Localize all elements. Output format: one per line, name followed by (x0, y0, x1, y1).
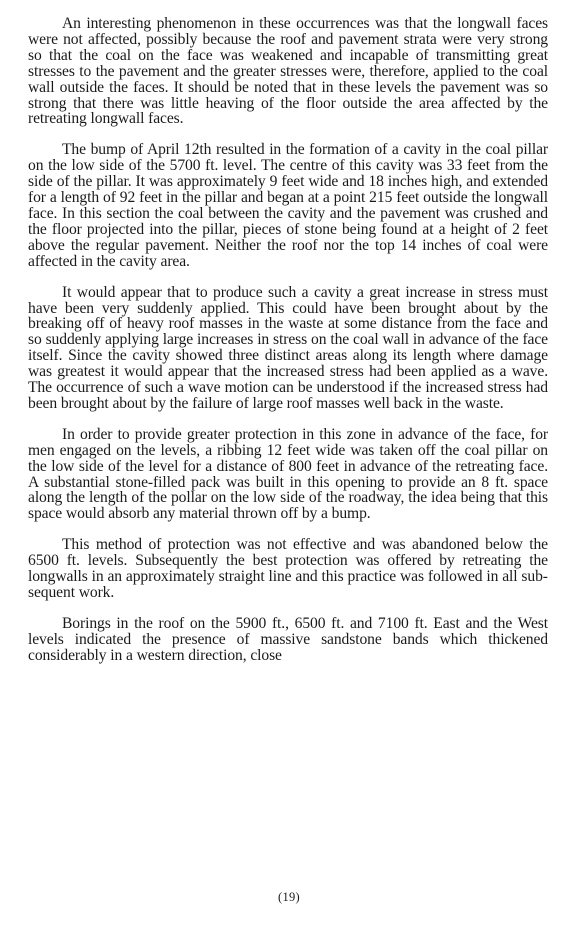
paragraph-2: The bump of April 12th resulted in the formation of a cavity in the coal pillar on the low side of the 5700 ft. level. The centre of this cavity was 33 feet from the side of the pillar. It was approximately 9 feet wide and 18 inches high, and extended for a length of 92 feet in the pillar and began at a point 215 feet outside the longwall face. In this section the coal between the cavity and the pavement was crushed and the floor projected into the pillar, pieces of stone being found at a height of 2 feet above the regular pavement. Neither the roof nor the top 14 inches of coal were affected in the cavity area. (28, 141, 548, 270)
paragraph-1: An interesting phenomenon in these occurrences was that the longwall faces were not affected, possibly because the roof and pavement strata were very strong so that the coal on the face was weakened and incapable of transmitting great stresses to the pavement and the greater stresses were, therefore, applied to the coal wall outside the faces. It should be noted that in these levels the pavement was so strong that there was little heaving of the floor outside the area affected by the retreating longwall faces. (28, 15, 548, 128)
paragraph-5: This method of protection was not effective and was abandoned below the 6500 ft. levels. Subsequently the best protection was offered by retreating the longwalls in an approximately straight line and this practice was followed in all subsequent work. (28, 536, 548, 601)
page-number: (19) (277, 890, 301, 904)
paragraph-3: It would appear that to produce such a cavity a great increase in stress must have been very suddenly applied. This could have been brought about by the breaking off of heavy roof masses in the waste at some distance from the face and so suddenly applying large increases in stress on the coal wall in advance of the face itself. Since the cavity showed three distinct areas along its length where damage was greatest it would appear that the increased stress had been applied as a wave. The occurrence of such a wave motion can be understood if the increased stress had been brought about by the failure of large roof masses well back in the waste. (28, 283, 548, 412)
document-body (28, 16, 548, 679)
paragraph-4: In order to provide greater protection in this zone in advance of the face, for men engaged on the levels, a ribbing 12 feet wide was taken off the coal pillar on the low side of the level for a distance of 800 feet in advance of the retreating face. A substantial stone-filled pack was built in this opening to provide an 8 ft. space along the length of the pollar on the low side of the roadway, the idea being that this space would absorb any material thrown off by a bump. (28, 425, 548, 523)
paragraph-6: Borings in the roof on the 5900 ft., 6500 ft. and 7100 ft. East and the West levels indicated the presence of massive sandstone bands which thickened considerably in a western direction, close (28, 614, 548, 664)
